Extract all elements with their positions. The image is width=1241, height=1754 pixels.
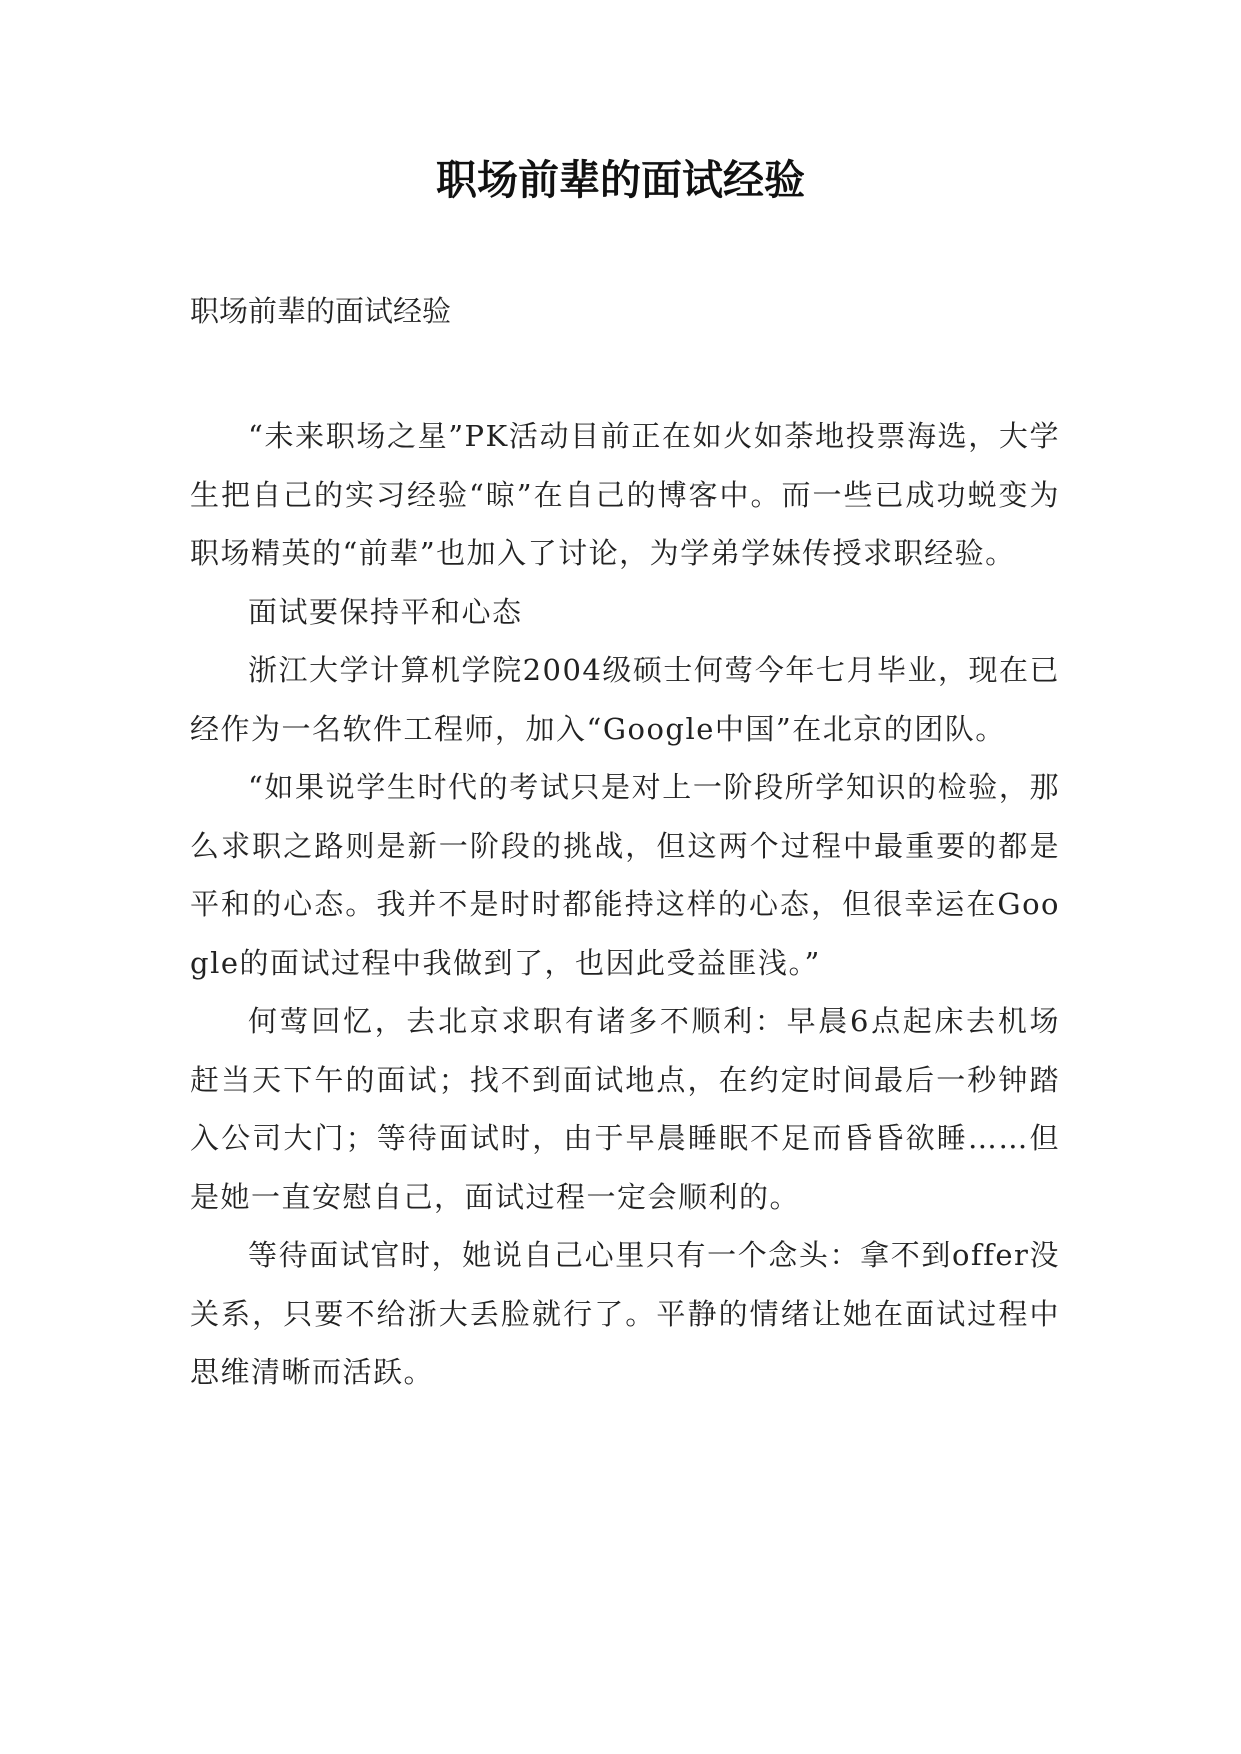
paragraph-quote: “如果说学生时代的考试只是对上一阶段所学知识的检验，那么求职之路则是新一阶段的挑战，但这两个过程中最重要的都是平和的心态。我并不是时时都能持这样的心态，但很幸运在Google的面试过程中我做到了，也因此受益匪浅。” <box>190 770 1060 980</box>
paragraph-recollection: 何莺回忆，去北京求职有诸多不顺利：早晨6点起床去机场赶当天下午的面试；找不到面试地点，在约定时间最后一秒钟踏入公司大门；等待面试时，由于早晨睡眠不足而昏昏欲睡……但是她一直安慰自己，面试过程一定会顺利的。 <box>190 1004 1060 1214</box>
paragraph-intro: “未来职场之星”PK活动目前正在如火如荼地投票海选，大学生把自己的实习经验“晾”在自己的博客中。而一些已成功蜕变为职场精英的“前辈”也加入了讨论，为学弟学妹传授求职经验。 <box>190 419 1060 570</box>
document-subtitle: 职场前辈的面试经验 <box>190 294 452 328</box>
document-title: 职场前辈的面试经验 <box>436 156 805 204</box>
paragraph-background: 浙江大学计算机学院2004级硕士何莺今年七月毕业，现在已经作为一名软件工程师，加入“Google中国”在北京的团队。 <box>190 653 1060 746</box>
section-heading: 面试要保持平和心态 <box>248 594 523 629</box>
paragraph-mindset: 等待面试官时，她说自己心里只有一个念头：拿不到offer没关系，只要不给浙大丢脸就行了。平静的情绪让她在面试过程中思维清晰而活跃。 <box>190 1238 1060 1389</box>
document-body <box>190 407 1060 1402</box>
